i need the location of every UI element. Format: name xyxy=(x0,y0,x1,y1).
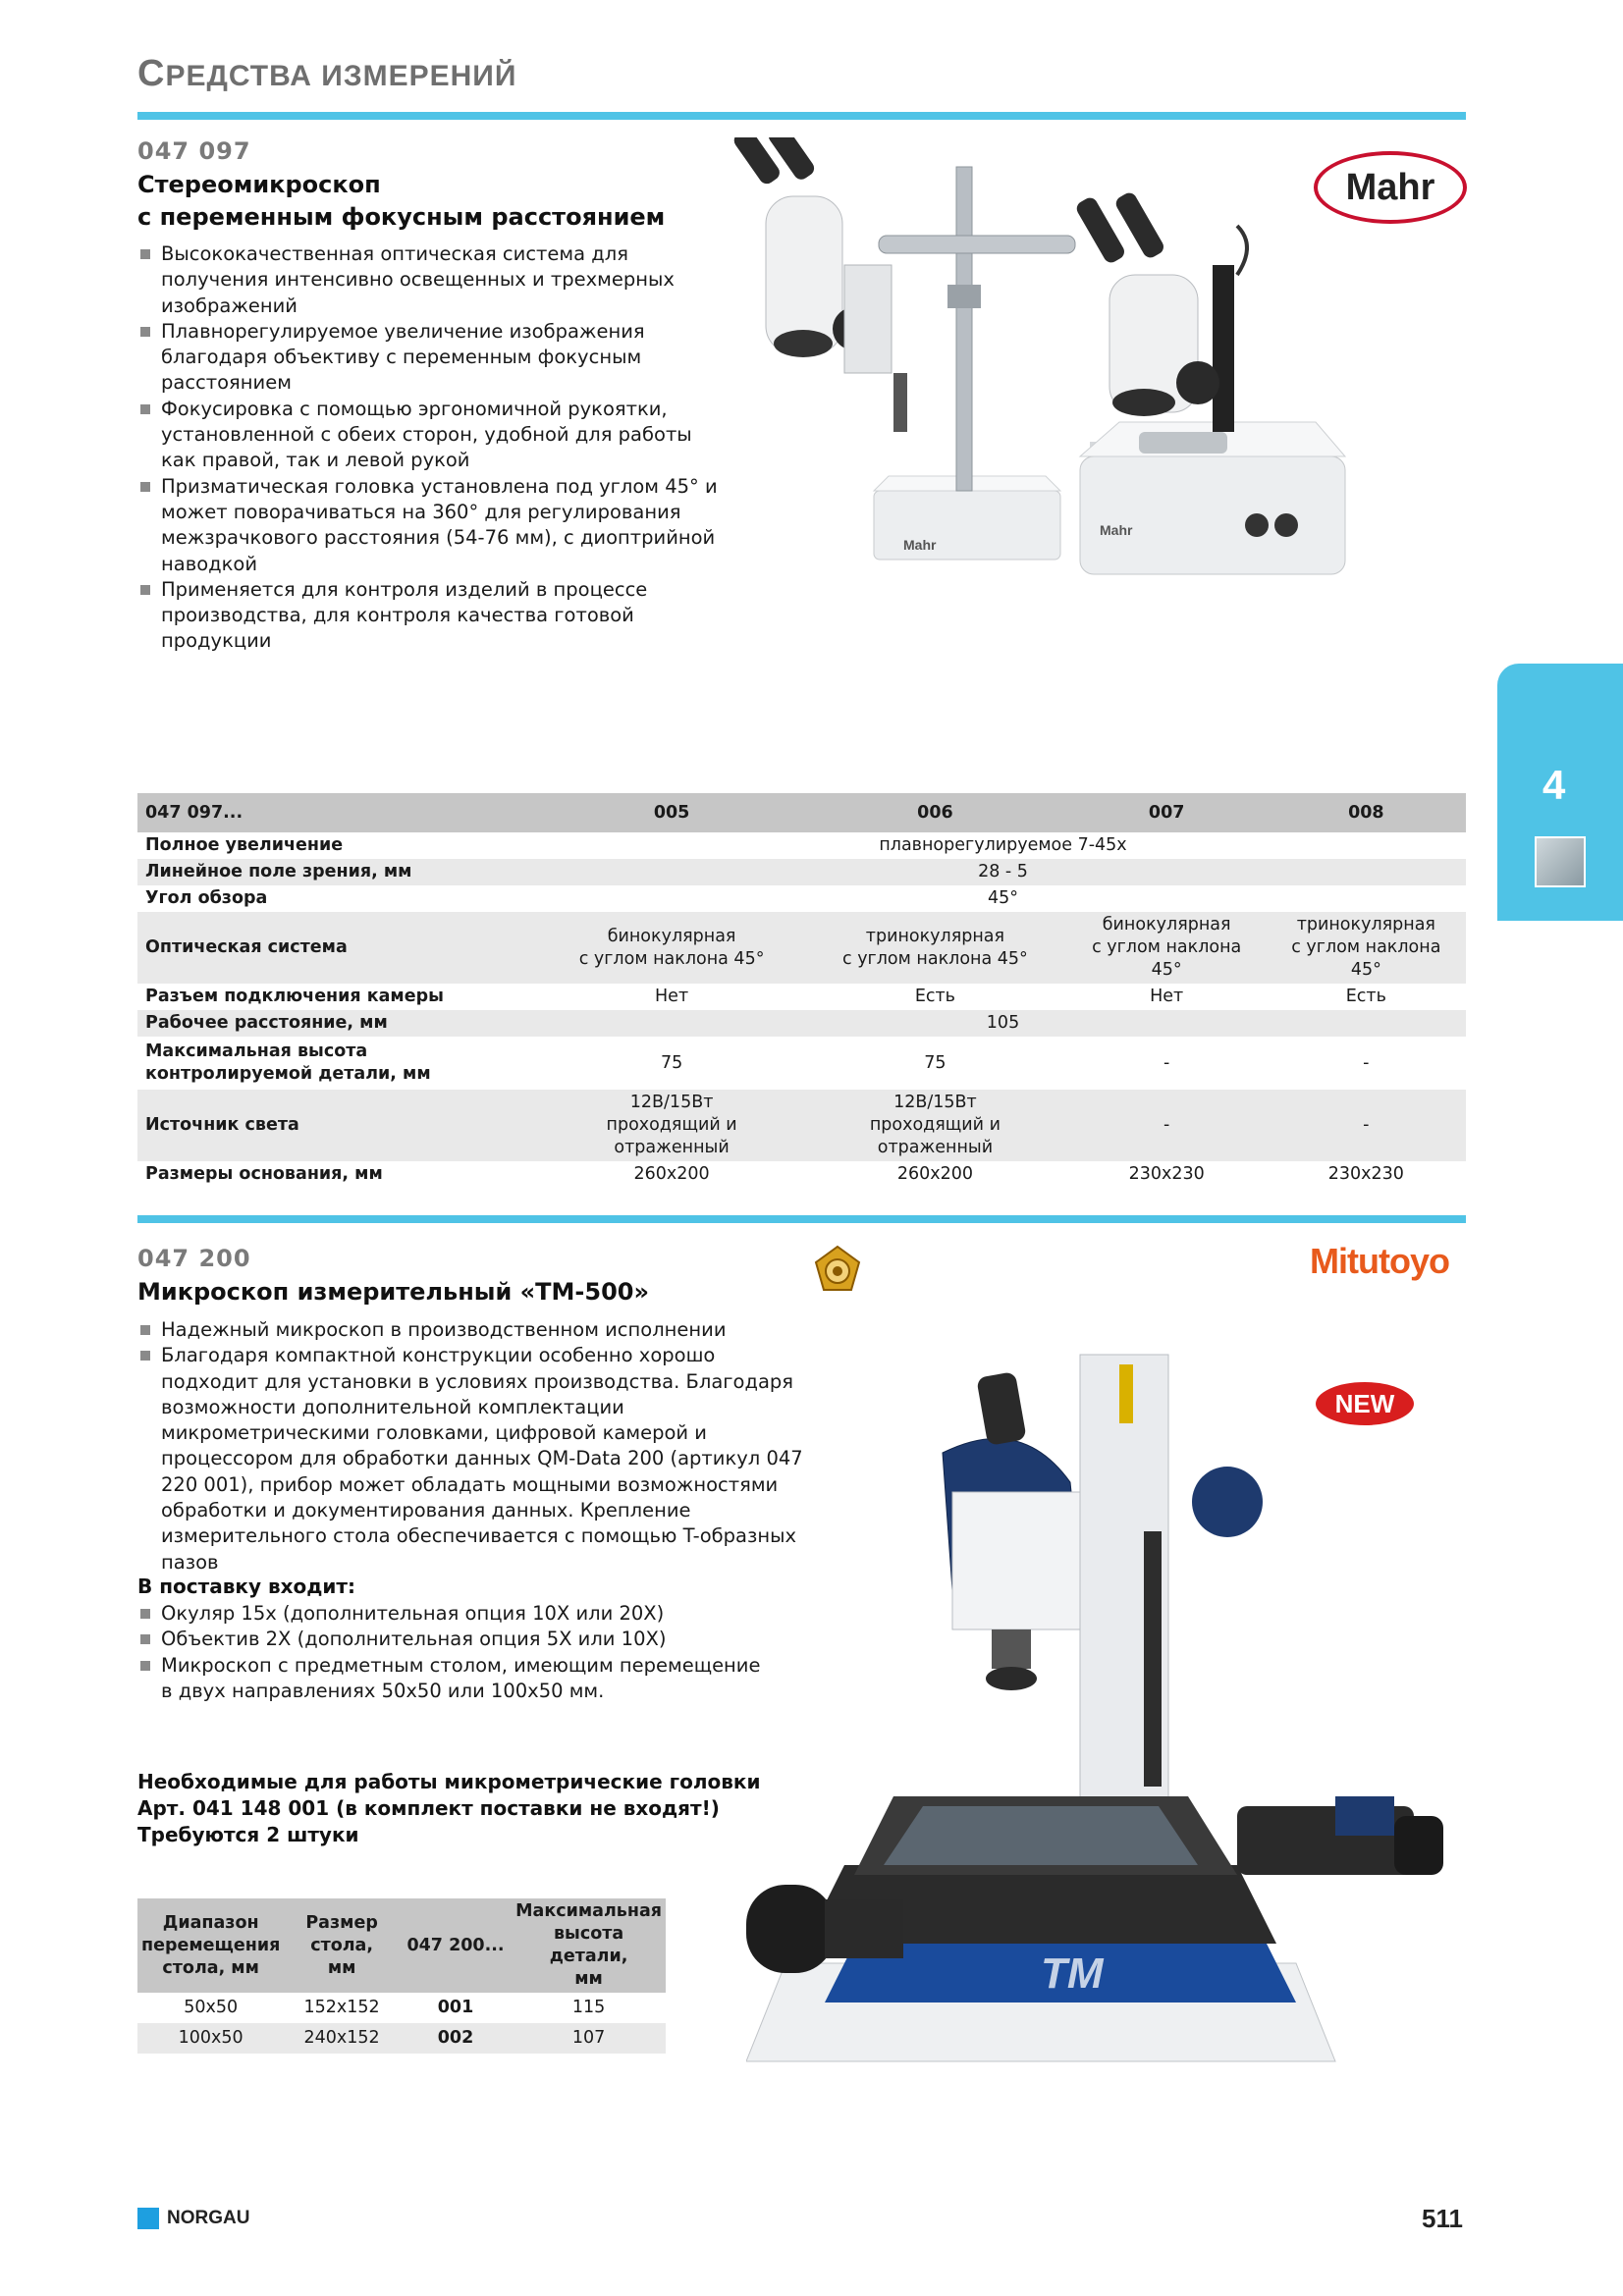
table-header: Диапазон перемещения стола, мм Размер стола, мм 047 200... Максимальная высота детали, мм xyxy=(137,1898,666,1993)
svg-text:Mahr: Mahr xyxy=(1100,522,1133,538)
product2-code: 047 200 xyxy=(137,1245,251,1272)
table-row: Линейное поле зрения, мм 28 - 5 xyxy=(137,859,1466,885)
section-title: СРЕДСТВА ИЗМЕРЕНИЙ xyxy=(137,53,517,94)
table-row: Угол обзора 45° xyxy=(137,885,1466,912)
measuring-microscope-image xyxy=(746,1335,1473,2120)
page-number: 511 xyxy=(1422,2204,1463,2233)
bullet-item: Плавнорегулируемое увеличение изображения благодаря объективу с переменным фокусным расстоянием xyxy=(137,319,727,397)
mitutoyo-logo: Mitutoyo xyxy=(1310,1241,1449,1281)
table-row: Разъем подключения камеры Нет Есть Нет Есть xyxy=(137,984,1466,1010)
product1-code: 047 097 xyxy=(137,137,251,165)
list-item: Объектив 2X (дополнительная опция 5X или 10X) xyxy=(137,1627,766,1652)
norgau-logo: NORGAU xyxy=(137,2208,249,2229)
svg-text:NEW: NEW xyxy=(1334,1389,1395,1418)
product1-bullets xyxy=(137,241,727,655)
table-header: 047 097... 005 006 007 008 xyxy=(137,793,1466,832)
bullet-item: Применяется для контроля изделий в процессе производства, для контроля качества готовой продукции xyxy=(137,577,727,655)
micrometer-note: Необходимые для работы микрометрические головки Арт. 041 148 001 (в комплект поставки не входят!) Требуются 2 штуки xyxy=(137,1770,761,1846)
mahr-logo: Mahr xyxy=(1314,151,1467,224)
new-badge xyxy=(1314,1380,1416,1427)
table-row: Размеры основания, мм 260x200 260x200 230x230 230x230 xyxy=(137,1161,1466,1188)
table-row: 100x50 240x152 002 107 xyxy=(137,2023,666,2054)
bullet-item: Надежный микроскоп в производственном исполнении xyxy=(137,1317,805,1343)
bullet-item: Фокусировка с помощью эргономичной рукоятки, установленной с обеих сторон, удобной для работы как правой, так и левой рукой xyxy=(137,397,727,474)
product1-title: Стереомикроскоп с переменным фокусным расстоянием xyxy=(137,171,666,231)
delivery-list xyxy=(137,1601,766,1704)
product2-spec-table xyxy=(137,1898,666,2054)
top-divider xyxy=(137,112,1466,120)
bullet-item: Призматическая головка установлена под углом 45° и может поворачиваться на 360° для регулирования межзрачкового расстояния (54-76 мм), с диоптрийной наводкой xyxy=(137,474,727,577)
chapter-number: 4 xyxy=(1542,762,1566,808)
logo-square-icon xyxy=(137,2208,159,2229)
certification-icon xyxy=(813,1245,862,1294)
table-row: Рабочее расстояние, мм 105 xyxy=(137,1010,1466,1037)
bullet-item: Благодаря компактной конструкции особенно хорошо подходит для установки в условиях производства. Благодаря возможности дополнительной комплектации микрометрическими головками, цифровой камерой и процессором для обработки данных QM-Data 200 (артикул 047 220 001), прибор может обладать мощными возможностями обработки и документирования данных. Крепление измерительного стола обеспечивается с помощью T-образных пазов xyxy=(137,1343,805,1575)
product2-title: Микроскоп измерительный «ТМ-500» xyxy=(137,1278,649,1306)
table-row: 50x50 152x152 001 115 xyxy=(137,1993,666,2023)
stereomicroscope-image xyxy=(707,137,1473,746)
list-item: Окуляр 15х (дополнительная опция 10X или 20X) xyxy=(137,1601,766,1627)
product1-spec-table xyxy=(137,793,1466,1188)
list-item: Микроскоп с предметным столом, имеющим перемещение в двух направлениях 50x50 или 100x50 мм. xyxy=(137,1653,766,1705)
product2-bullets xyxy=(137,1317,805,1575)
chapter-tab xyxy=(1497,664,1623,921)
table-row: Оптическая система бинокулярная с углом наклона 45° тринокулярная с углом наклона 45° бинокулярная с углом наклона 45° тринокулярная с углом наклона 45° xyxy=(137,912,1466,984)
table-row: Максимальная высота контролируемой детали, мм 75 75 - - xyxy=(137,1037,1466,1090)
table-row: Полное увеличение плавнорегулируемое 7-45х xyxy=(137,832,1466,859)
delivery-title: В поставку входит: xyxy=(137,1575,355,1598)
table-row: Источник света 12В/15Вт проходящий и отраженный 12В/15Вт проходящий и отраженный - - xyxy=(137,1090,1466,1161)
caliper-icon xyxy=(1535,836,1586,887)
svg-text:TM: TM xyxy=(1041,1949,1104,1998)
svg-text:Mahr: Mahr xyxy=(903,537,937,553)
bullet-item: Высококачественная оптическая система для получения интенсивно освещенных и трехмерных изображений xyxy=(137,241,727,319)
section-divider xyxy=(137,1215,1466,1223)
